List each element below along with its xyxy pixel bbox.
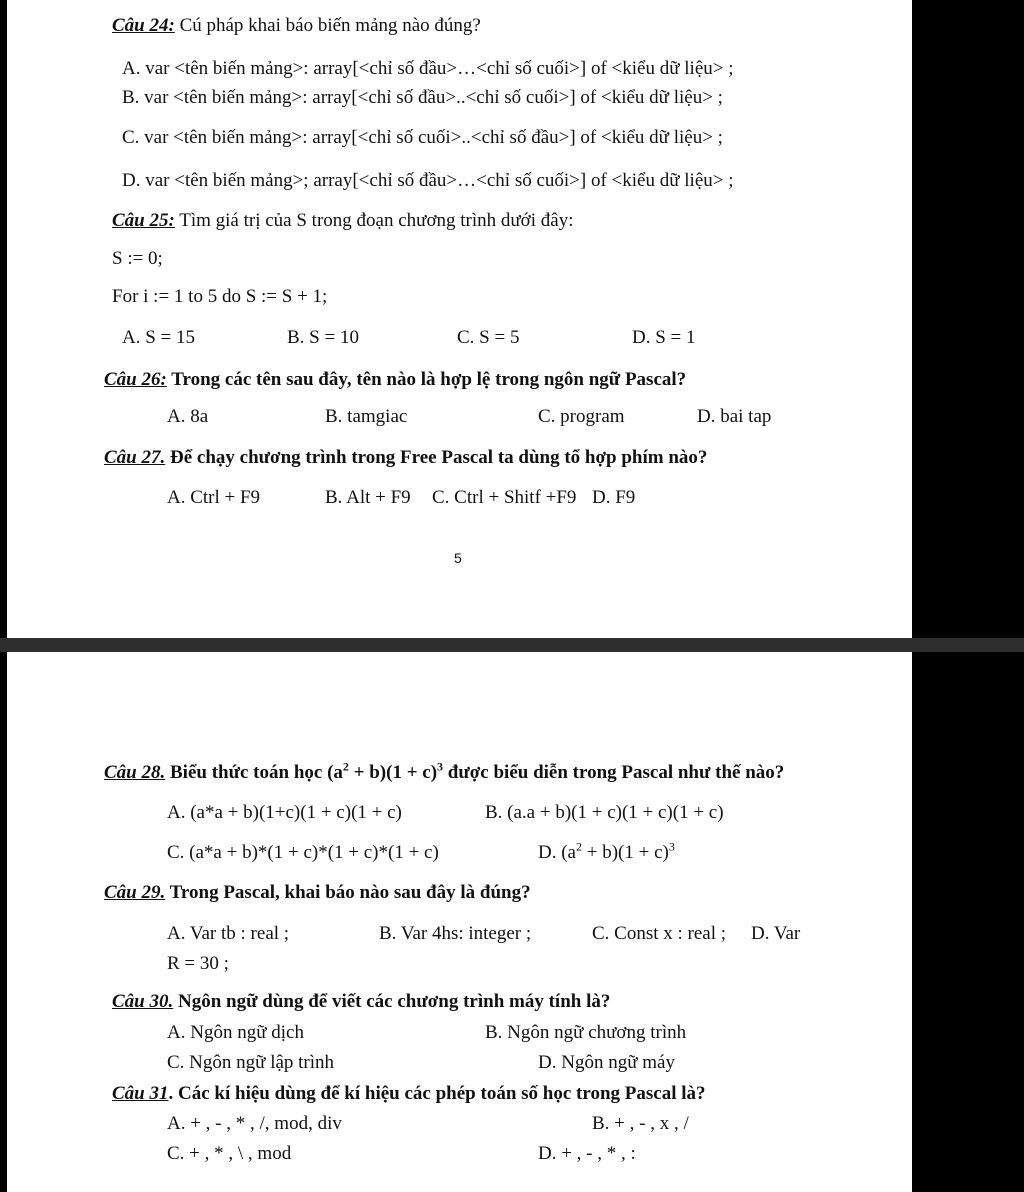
question-text-after: được biểu diễn trong Pascal như thế nào?: [443, 762, 785, 783]
question-27: [104, 446, 707, 470]
q24-option-c: C. var <tên biến mảng>: array[<chỉ số cuối>..<chỉ số đầu>] of <kiểu dữ liệu> ;: [122, 127, 723, 148]
question-text: Để chạy chương trình trong Free Pascal ta dùng tổ hợp phím nào?: [165, 447, 708, 468]
q25-option-d: D. S = 1: [632, 327, 696, 348]
question-label: Câu 31: [112, 1083, 169, 1104]
q28-option-a: A. (a*a + b)(1+c)(1 + c)(1 + c): [167, 802, 402, 823]
q25-option-c: C. S = 5: [457, 327, 520, 348]
question-30: [112, 990, 610, 1014]
q27-option-a: A. Ctrl + F9: [167, 487, 261, 508]
q31-option-b: B. + , - , x , /: [592, 1113, 689, 1134]
question-label: Câu 27.: [104, 447, 166, 468]
q27-option-d: D. F9: [592, 487, 636, 508]
q26-option-b: B. tamgiac: [325, 406, 408, 427]
page-separator: [0, 638, 1024, 652]
q25-code-line-2: For i := 1 to 5 do S := S + 1;: [112, 286, 328, 307]
question-label: Câu 25:: [112, 210, 175, 231]
page-number: 5: [454, 550, 462, 566]
q30-option-c: C. Ngôn ngữ lập trình: [167, 1052, 335, 1073]
question-label: Câu 28.: [104, 762, 166, 783]
q24-option-a: A. var <tên biến mảng>: array[<chỉ số đầu>…<chỉ số cuối>] of <kiểu dữ liệu> ;: [122, 58, 734, 79]
question-text: Ngôn ngữ dùng để viết các chương trình máy tính là?: [173, 991, 611, 1012]
q29-option-a: A. Var tb : real ;: [167, 923, 290, 944]
q24-option-d: D. var <tên biến mảng>; array[<chỉ số đầu>…<chỉ số cuối>] of <kiểu dữ liệu> ;: [122, 170, 734, 191]
q25-code-line-1: S := 0;: [112, 248, 163, 269]
q29-option-d: D. Var: [751, 923, 801, 944]
question-text-before: Biểu thức toán học (a: [165, 762, 343, 783]
option-text-mid: + b)(1 + c): [581, 842, 669, 863]
q26-option-c: C. program: [538, 406, 625, 427]
q30-option-a: A. Ngôn ngữ dịch: [167, 1022, 304, 1043]
q24-option-b: B. var <tên biến mảng>: array[<chỉ số đầu>..<chỉ số cuối>] of <kiểu dữ liệu> ;: [122, 87, 723, 108]
question-text-mid: + b)(1 + c): [348, 762, 438, 783]
question-24: [112, 14, 481, 38]
question-label: Câu 29.: [104, 882, 166, 903]
q28-option-c: C. (a*a + b)*(1 + c)*(1 + c)*(1 + c): [167, 842, 439, 863]
q30-option-d: D. Ngôn ngữ máy: [538, 1052, 675, 1073]
q28-option-d: [538, 841, 675, 865]
q25-option-a: A. S = 15: [122, 327, 196, 348]
q29-option-c: C. Const x : real ;: [592, 923, 727, 944]
q31-option-d: D. + , - , * , :: [538, 1143, 636, 1164]
q25-option-b: B. S = 10: [287, 327, 359, 348]
superscript: 2: [575, 839, 582, 854]
q31-option-c: C. + , * , \ , mod: [167, 1143, 292, 1164]
question-29: [104, 881, 531, 905]
q29-option-b: B. Var 4hs: integer ;: [379, 923, 532, 944]
question-25: [112, 209, 573, 233]
question-text: Trong các tên sau đây, tên nào là hợp lệ trong ngôn ngữ Pascal?: [166, 369, 687, 390]
question-28: [104, 761, 784, 785]
superscript: 2: [342, 759, 349, 774]
q27-option-c: C. Ctrl + Shitf +F9: [432, 487, 577, 508]
q31-option-a: A. + , - , * , /, mod, div: [167, 1113, 342, 1134]
question-text: Tìm giá trị của S trong đoạn chương trình dưới đây:: [174, 210, 574, 231]
q27-option-b: B. Alt + F9: [325, 487, 411, 508]
question-text: Trong Pascal, khai báo nào sau đây là đúng?: [165, 882, 531, 903]
question-text: . Các kí hiệu dùng để kí hiệu các phép toán số học trong Pascal là?: [168, 1083, 706, 1104]
question-text: Cú pháp khai báo biến mảng nào đúng?: [174, 15, 481, 36]
q30-option-b: B. Ngôn ngữ chương trình: [485, 1022, 687, 1043]
q26-option-a: A. 8a: [167, 406, 209, 427]
q26-option-d: D. bai tap: [697, 406, 772, 427]
option-text-before: D. (a: [538, 842, 576, 863]
superscript: 3: [437, 759, 444, 774]
q29-option-d-continued: R = 30 ;: [167, 953, 229, 974]
question-26: [104, 368, 686, 392]
question-label: Câu 24:: [112, 15, 175, 36]
q28-option-b: B. (a.a + b)(1 + c)(1 + c)(1 + c): [485, 802, 724, 823]
document-page-1: [7, 0, 912, 638]
question-label: Câu 30.: [112, 991, 174, 1012]
document-page-2: [7, 652, 912, 1192]
question-31: [112, 1082, 706, 1106]
superscript: 3: [668, 839, 675, 854]
question-label: Câu 26:: [104, 369, 167, 390]
